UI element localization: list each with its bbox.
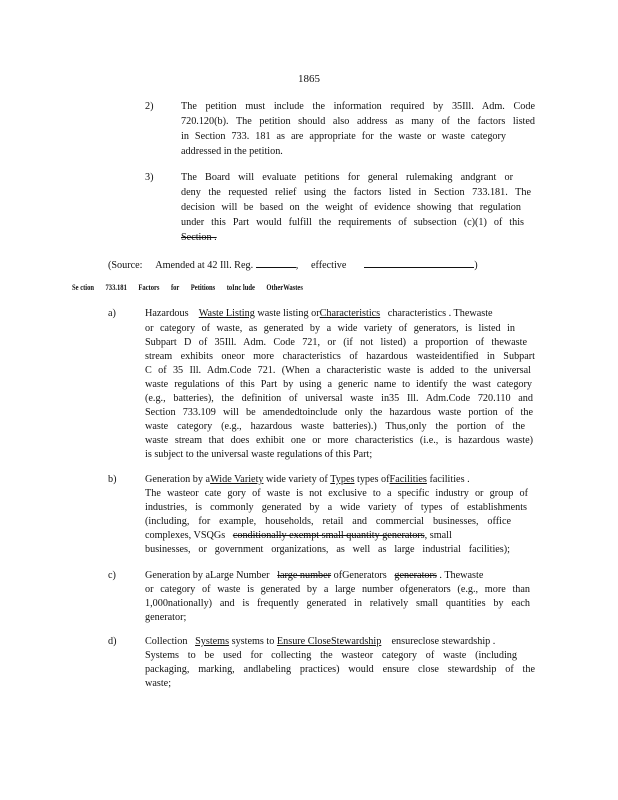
para-c-line: or category of waste is generated by a large number ofgenerators (e.g., more than bbox=[145, 584, 530, 595]
para-a-line: waste regulations of this Part by using a generic name to identify the wast category bbox=[145, 379, 532, 390]
item3-line: deny the requested relief using the factors listed in Section 733.181. The bbox=[181, 187, 531, 198]
item3-struck-text: Section . bbox=[181, 232, 217, 243]
item2-line: 720.120(b). The petition should also address as many of the factors listed bbox=[181, 116, 535, 127]
para-a-first-line: Hazardous Waste Listing waste listing orCharacteristics characteristics . Thewaste bbox=[145, 308, 493, 319]
para-label-c: c) bbox=[108, 570, 116, 581]
source-note: (Source: Amended at 42 Ill. Reg. , effective ) bbox=[108, 260, 478, 271]
para-c-line: generator; bbox=[145, 612, 187, 623]
para-b-first-line: Generation by aWide Variety wide variety of Types types ofFacilities facilities . bbox=[145, 474, 470, 485]
item-label-3: 3) bbox=[145, 172, 154, 183]
item2-line: addressed in the petition. bbox=[181, 146, 283, 157]
item3-line: under this Part would fulfill the requirements of subsection (c)(1) of this bbox=[181, 217, 524, 228]
para-label-a: a) bbox=[108, 308, 116, 319]
para-a-line: waste category (e.g., hazardous waste batteries).) Thus,only the portion of the bbox=[145, 421, 525, 432]
para-d-line: Systems to be used for collecting the wasteor category of waste (including bbox=[145, 650, 517, 661]
para-b-line: businesses, or government organizations, as well as large industrial facilities); bbox=[145, 544, 510, 555]
para-a-line: is subject to the universal waste regulations of this Part; bbox=[145, 449, 373, 460]
para-b-line: (including, for example, households, retail and commercial businesses, office bbox=[145, 516, 511, 527]
page-number: 1865 bbox=[298, 73, 320, 85]
para-a-line: or category of waste, as generated by a wide variety of generators, is listed in bbox=[145, 323, 515, 334]
para-d-first-line: Collection Systems systems to Ensure CloseStewardship ensureclose stewardship . bbox=[145, 636, 496, 647]
para-label-d: d) bbox=[108, 636, 117, 647]
para-b-line: The wasteor cate gory of waste is not exclusive to a specific industry or group of bbox=[145, 488, 528, 499]
para-a-line: stream exhibits oneor more characteristics of hazardous wasteidentified in Subpart bbox=[145, 351, 535, 362]
item2-line: The petition must include the information required by 35Ill. Adm. Code bbox=[181, 101, 535, 112]
item-label-2: 2) bbox=[145, 101, 154, 112]
para-c-first-line: Generation by aLarge Number large number ofGenerators generators . Thewaste bbox=[145, 570, 484, 581]
para-d-line: waste; bbox=[145, 678, 172, 689]
section-heading: Se ction 733.181 Factors for Petitions toInc lude OtherWastes bbox=[72, 283, 303, 292]
item3-line: decision will be based on the weight of evidence showing that regulation bbox=[181, 202, 521, 213]
item2-line: in Section 733. 181 as are appropriate for the waste or waste category bbox=[181, 131, 506, 142]
para-a-line: waste stream that does exhibit one or more characteristics (i.e., is hazardous waste) bbox=[145, 435, 533, 446]
para-a-line: Section 733.109 will be amendedtoinclude only the hazardous waste portion of the bbox=[145, 407, 533, 418]
para-a-line: C of 35 Ill. Adm.Code 721. (When a characteristic waste is added to the universal bbox=[145, 365, 531, 376]
para-label-b: b) bbox=[108, 474, 117, 485]
item3-line: The Board will evaluate petitions for general rulemaking andgrant or bbox=[181, 172, 513, 183]
para-b-line-strike: complexes, VSQGs conditionally exempt small quantity generators, small bbox=[145, 530, 452, 541]
para-c-line: 1,000nationally) and is frequently generated in relatively small quantities by each bbox=[145, 598, 530, 609]
para-a-line: (e.g., batteries), the definition of universal waste in35 Ill. Adm.Code 720.110 and bbox=[145, 393, 533, 404]
para-b-line: industries, is commonly generated by a wide variety of types of establishments bbox=[145, 502, 527, 513]
para-a-line: Subpart D of 35Ill. Adm. Code 721, or (if not listed) a proportion of thewaste bbox=[145, 337, 527, 348]
para-d-line: packaging, marking, andlabeling practices) would ensure close stewardship of the bbox=[145, 664, 535, 675]
